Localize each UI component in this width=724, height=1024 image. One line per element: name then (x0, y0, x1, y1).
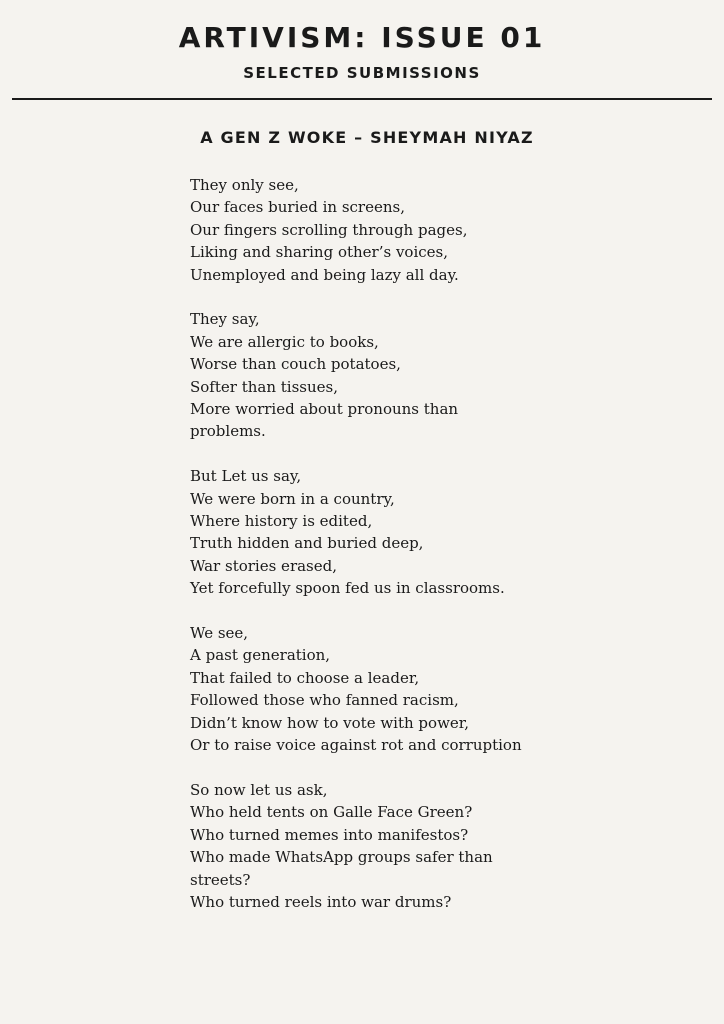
poem-line: A past generation, (190, 646, 331, 665)
poem-stanza (190, 465, 590, 599)
poem-line: We are allergic to books, (190, 332, 379, 351)
poem-line: Truth hidden and buried deep, (190, 534, 424, 553)
poem-line: Didn’t know how to vote with power, (190, 713, 470, 732)
poem-line: Liking and sharing other’s voices, (190, 243, 448, 262)
poem-line: War stories erased, (190, 556, 337, 575)
poem-author: SHEYMAH NIYAZ (370, 128, 534, 147)
poem-line: Or to raise voice against rot and corruption (190, 736, 522, 755)
poem-line: But Let us say, (190, 467, 302, 486)
poem-heading (0, 127, 724, 149)
poem-line: Who turned memes into manifestos? (190, 825, 469, 844)
poem-line: Followed those who fanned racism, (190, 691, 459, 710)
poem-stanza (190, 308, 590, 442)
poem-line: Who made WhatsApp groups safer than (190, 848, 493, 867)
poem-body (190, 174, 590, 936)
poem-line: Worse than couch potatoes, (190, 355, 401, 374)
poem-stanza (190, 174, 590, 286)
poem-line: problems. (190, 422, 266, 441)
poem-line: They only see, (190, 176, 299, 194)
poem-line: Softer than tissues, (190, 377, 338, 396)
poem-line: More worried about pronouns than (190, 400, 459, 419)
poem-title-separator: – (347, 128, 371, 147)
poem-line: Yet forcefully spoon fed us in classrooms. (190, 579, 505, 598)
poem-line: Unemployed and being lazy all day. (190, 265, 459, 284)
poem-line: Who held tents on Galle Face Green? (190, 803, 473, 822)
poem-line: Our fingers scrolling through pages, (190, 220, 468, 239)
poem-line: We were born in a country, (190, 489, 395, 508)
poem-line: Where history is edited, (190, 512, 373, 531)
poem-line: Who turned reels into war drums? (190, 892, 452, 911)
poem-stanza (190, 779, 590, 913)
issue-title: ARTIVISM: ISSUE 01 (178, 21, 546, 54)
poem-line: So now let us ask, (190, 780, 328, 799)
poem-line: They say, (190, 310, 260, 329)
poem-line: We see, (190, 624, 249, 643)
poem-line: Our faces buried in screens, (190, 198, 405, 217)
header-divider (12, 98, 712, 100)
poem-title: A GEN Z WOKE (200, 128, 348, 147)
poem-line: That failed to choose a leader, (190, 668, 420, 687)
poem-line: streets? (190, 870, 251, 889)
issue-subtitle: SELECTED SUBMISSIONS (243, 64, 481, 82)
poem-stanza (190, 622, 590, 756)
